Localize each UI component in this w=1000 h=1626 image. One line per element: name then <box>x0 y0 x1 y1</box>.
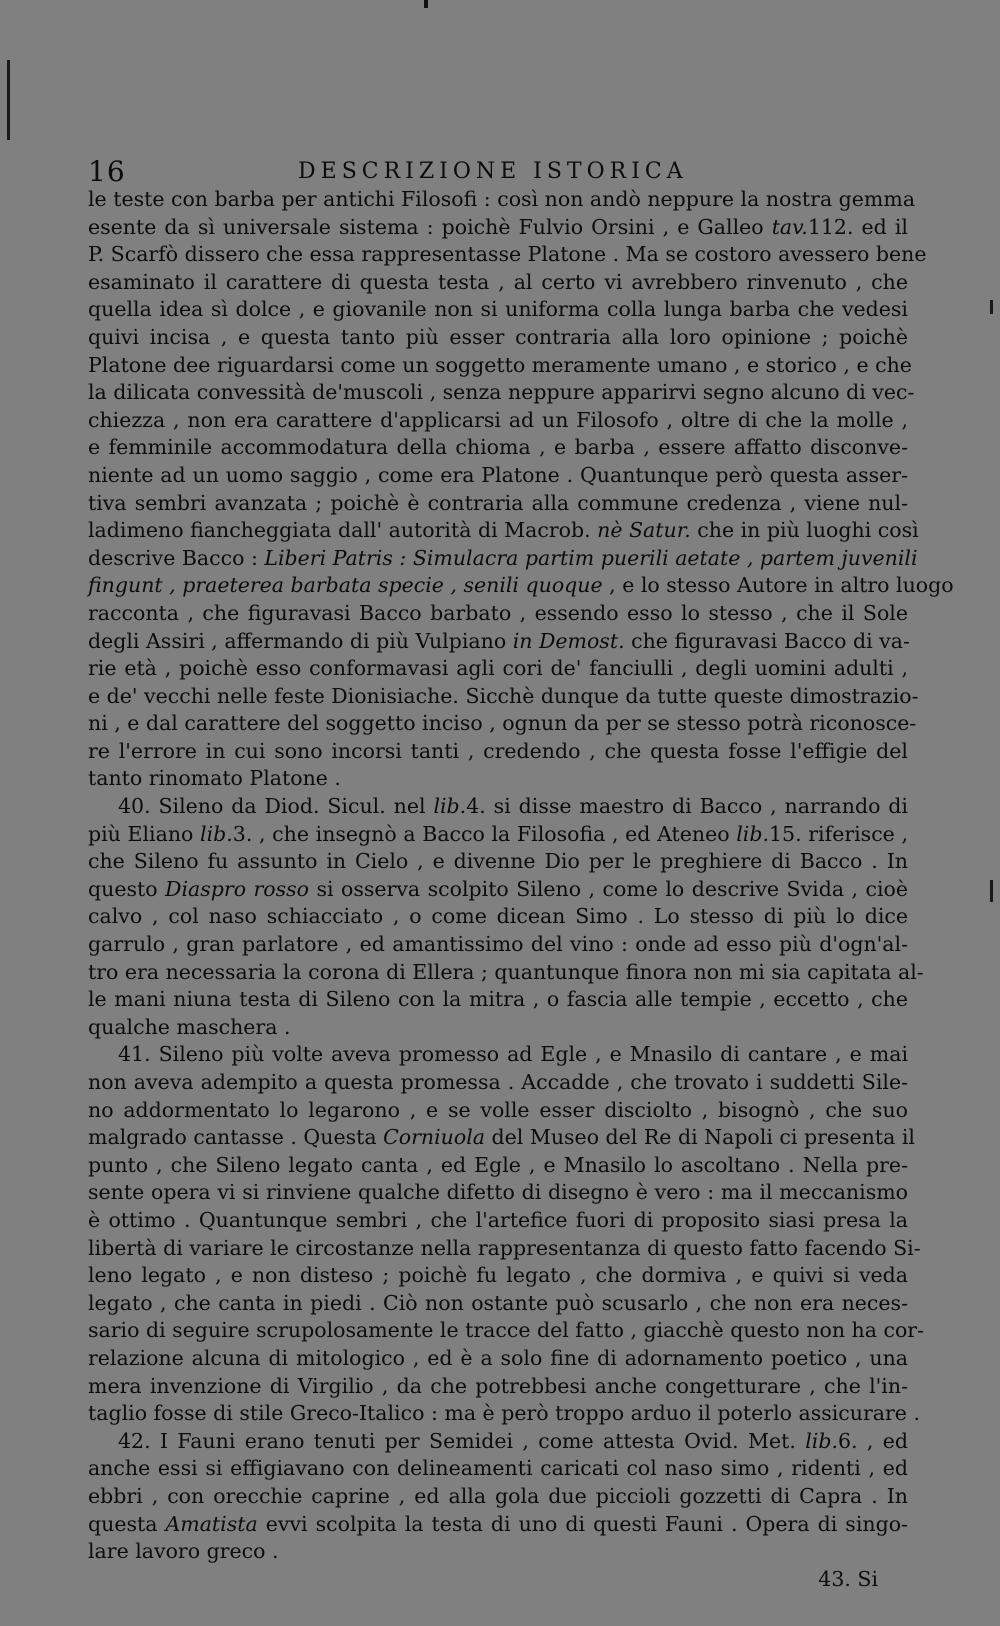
text-segment: libertà di variare le circostanze nella rappresentanza di questo fatto facendo Si- <box>88 1235 921 1260</box>
text-segment: 112. ed il <box>807 214 908 239</box>
text-segment: anche essi si effigiavano con delineamenti caricati col naso simo , ridenti , ed <box>88 1456 908 1481</box>
text-line <box>88 710 917 738</box>
text-line <box>88 214 908 242</box>
text-line <box>88 1262 908 1290</box>
text-line <box>88 1428 908 1456</box>
text-line <box>88 765 908 793</box>
text-line <box>88 628 908 656</box>
text-segment: , e lo stesso Autore in altro luogo <box>602 573 954 598</box>
text-line <box>88 296 908 324</box>
text-segment: è ottimo . Quantunque sembri , che l'artefice fuori di proposito siasi presa la <box>88 1207 908 1232</box>
text-line <box>88 241 927 269</box>
text-line <box>88 1317 925 1345</box>
text-line <box>88 1014 908 1042</box>
page-edge-shadow <box>7 60 10 140</box>
text-segment: mera invenzione di Virgilio , da che potrebbesi anche congetturare , che l'in- <box>88 1373 908 1398</box>
text-segment: in Demost. <box>512 628 625 653</box>
text-segment: sario di seguire scrupolosamente le tracce del fatto , giacchè questo non ha cor- <box>88 1318 925 1343</box>
text-line <box>88 1041 908 1069</box>
text-segment: rie età , poichè esso conformavasi agli cori de' fanciulli , degli uomini adulti , <box>88 656 908 681</box>
text-line <box>88 848 908 876</box>
text-line <box>88 1235 921 1263</box>
text-segment: quella idea sì dolce , e giovanile non si uniforma colla lunga barba che vedesi <box>88 297 908 322</box>
text-segment: lib. <box>433 794 467 819</box>
text-segment: che Sileno fu assunto in Cielo , e divenne Dio per le preghiere di Bacco . In <box>88 849 908 874</box>
text-segment: le mani niuna testa di Sileno con la mitra , o fascia alle tempie , eccetto , che <box>88 987 908 1012</box>
text-segment: leno legato , e non disteso ; poichè fu legato , che dormiva , e quivi si veda <box>88 1263 908 1288</box>
scan-mark <box>424 0 428 8</box>
running-head: DESCRIZIONE ISTORICA <box>298 159 688 184</box>
text-line <box>88 1400 920 1428</box>
text-line <box>88 959 924 987</box>
text-line <box>88 683 919 711</box>
text-segment: calvo , col naso schiacciato , o come dicean Simo . Lo stesso di più lo dice <box>88 904 908 929</box>
text-line <box>88 1124 915 1152</box>
text-segment: 3. , che insegnò a Bacco la Filosofia , ed Ateneo <box>232 821 737 846</box>
text-segment: la dilicata convessità de'muscoli , senza neppure apparirvi segno alcuno di vec- <box>88 380 915 405</box>
text-line <box>88 903 908 931</box>
scan-mark <box>990 300 993 314</box>
text-line <box>88 1097 908 1125</box>
text-segment: quivi incisa , e questa tanto più esser contraria alla loro opinione ; poichè <box>88 324 908 349</box>
body-text <box>88 186 954 1593</box>
text-segment: lib. <box>736 821 769 846</box>
text-line <box>88 545 918 573</box>
text-segment: tro era necessaria la corona di Ellera ; quantunque finora non mi sia capitata al- <box>88 959 924 984</box>
text-line <box>88 876 908 904</box>
text-line <box>88 600 908 628</box>
text-segment: Liberi Patris : Simulacra partim puerili aetate , partem juvenili <box>264 545 918 570</box>
text-segment: P. Scarfò dissero che essa rappresentasse Platone . Ma se costoro avessero bene <box>88 242 927 267</box>
text-segment: niente ad un uomo saggio , come era Platone . Quantunque però questa asser- <box>88 462 908 487</box>
text-line <box>88 186 916 214</box>
text-line <box>88 517 919 545</box>
text-segment: più Eliano <box>88 821 201 846</box>
text-segment: Diaspro rosso <box>165 876 310 901</box>
scan-mark <box>990 880 993 902</box>
text-segment: 6. , ed <box>837 1428 908 1453</box>
text-line <box>88 407 908 435</box>
text-segment: taglio fosse di stile Greco-Italico : ma è però troppo arduo il poterlo assicurare . <box>88 1401 920 1426</box>
text-segment: chiezza , non era carattere d'applicarsi ad un Filosofo , oltre di che la molle , <box>88 407 908 432</box>
text-line <box>88 655 908 683</box>
text-segment: si osserva scolpito Sileno , come lo descrive Svida , cioè <box>309 876 909 901</box>
text-segment: questo <box>88 876 166 901</box>
text-segment: punto , che Sileno legato canta , ed Egle , e Mnasilo lo ascoltano . Nella pre- <box>88 1152 908 1177</box>
text-line <box>88 821 908 849</box>
text-segment: evvi scolpita la testa di uno di questi Fauni . Opera di singo- <box>257 1511 908 1536</box>
text-line <box>88 379 915 407</box>
text-line <box>88 462 908 490</box>
text-segment: 42. I Fauni erano tenuti per Semidei , come attesta Ovid. Met. <box>118 1428 806 1453</box>
text-segment: esaminato il carattere di questa testa , al certo vi avrebbero rinvenuto , che <box>88 269 908 294</box>
text-segment: garrulo , gran parlatore , ed amantissimo del vino : onde ad esso più d'ogn'al- <box>88 932 908 957</box>
text-segment: racconta , che figuravasi Bacco barbato , essendo esso lo stesso , che il Sole <box>88 600 908 625</box>
text-segment: tiva sembri avanzata ; poichè è contraria alla commune credenza , viene nul- <box>88 490 908 515</box>
text-line <box>88 1207 908 1235</box>
text-segment: 41. Sileno più volte aveva promesso ad Egle , e Mnasilo di cantare , e mai <box>118 1042 908 1067</box>
text-segment: Amatista <box>165 1511 258 1536</box>
text-line <box>88 1538 908 1566</box>
text-line <box>88 1069 908 1097</box>
text-segment: nè Satur. <box>597 518 691 543</box>
text-segment: degli Assiri , affermando di più Vulpiano <box>88 628 513 653</box>
text-segment: le teste con barba per antichi Filosofi : così non andò neppure la nostra gemma <box>88 187 916 211</box>
text-segment: del Museo del Re di Napoli ci presenta il <box>485 1125 915 1150</box>
text-segment: lib. <box>200 821 233 846</box>
text-line <box>88 572 954 600</box>
text-segment: tav. <box>771 214 808 239</box>
text-line <box>88 1290 908 1318</box>
text-segment: esente da sì universale sistema : poichè Fulvio Orsini , e Galleo <box>88 214 772 239</box>
text-line <box>88 1455 908 1483</box>
text-segment: e de' vecchi nelle feste Dionisiache. Sicchè dunque da tutte queste dimostrazio- <box>88 683 919 708</box>
text-line <box>88 1179 908 1207</box>
text-segment: 4. si disse maestro di Bacco , narrando di <box>466 794 908 819</box>
text-segment: ni , e dal carattere del soggetto inciso , ognun da per se stesso potrà riconosce- <box>88 711 917 736</box>
text-segment: sente opera vi si rinviene qualche difetto di disegno è vero : ma il meccanismo <box>88 1180 908 1205</box>
text-line <box>88 793 908 821</box>
text-segment: legato , che canta in piedi . Ciò non ostante può scusarlo , che non era neces- <box>88 1290 908 1315</box>
text-segment: fingunt , praeterea barbata specie , senili quoque <box>88 573 603 598</box>
text-line <box>88 1483 908 1511</box>
text-segment: descrive Bacco : <box>88 545 265 570</box>
text-segment: questa <box>88 1511 166 1536</box>
text-line <box>88 738 908 766</box>
page-number: 16 <box>88 155 126 188</box>
text-segment: ebbri , con orecchie caprine , ed alla gola due piccioli gozzetti di Capra . In <box>88 1483 908 1508</box>
text-segment: tanto rinomato Platone . <box>88 766 341 791</box>
text-segment: re l'errore in cui sono incorsi tanti , credendo , che questa fosse l'effigie del <box>88 738 908 763</box>
text-line <box>88 986 908 1014</box>
text-segment: Platone dee riguardarsi come un soggetto meramente umano , e storico , e che <box>88 352 912 377</box>
text-line <box>88 490 908 518</box>
text-line <box>88 1345 908 1373</box>
text-segment: che figuravasi Bacco di va- <box>624 628 910 653</box>
text-segment: lare lavoro greco . <box>88 1539 279 1564</box>
text-segment: 40. Sileno da Diod. Sicul. nel <box>118 794 434 819</box>
text-segment: che in più luoghi così <box>690 518 919 543</box>
text-segment: Corniuola <box>383 1125 485 1150</box>
text-segment: ladimeno fiancheggiata dall' autorità di Macrob. <box>88 518 598 543</box>
text-segment: non aveva adempito a questa promessa . Accadde , che trovato i suddetti Sile- <box>88 1070 908 1094</box>
text-segment: qualche maschera . <box>88 1014 291 1039</box>
text-line <box>88 352 912 380</box>
text-segment: 43. Si <box>818 1566 878 1591</box>
text-line <box>88 269 908 297</box>
text-segment: no addormentato lo legarono , e se volle esser disciolto , bisognò , che suo <box>88 1097 908 1122</box>
text-segment: lib. <box>805 1428 838 1453</box>
catchword <box>88 1566 908 1594</box>
text-segment: malgrado cantasse . Questa <box>88 1125 384 1150</box>
text-line <box>88 1511 908 1539</box>
text-line <box>88 931 908 959</box>
text-segment: 15. riferisce , <box>769 821 908 846</box>
text-segment: relazione alcuna di mitologico , ed è a solo fine di adornamento poetico , una <box>88 1345 908 1370</box>
text-line <box>88 434 908 462</box>
text-line <box>88 1152 908 1180</box>
text-line <box>88 1373 908 1401</box>
text-line <box>88 324 908 352</box>
text-segment: e femminile accommodatura della chioma , e barba , essere affatto disconve- <box>88 435 908 460</box>
